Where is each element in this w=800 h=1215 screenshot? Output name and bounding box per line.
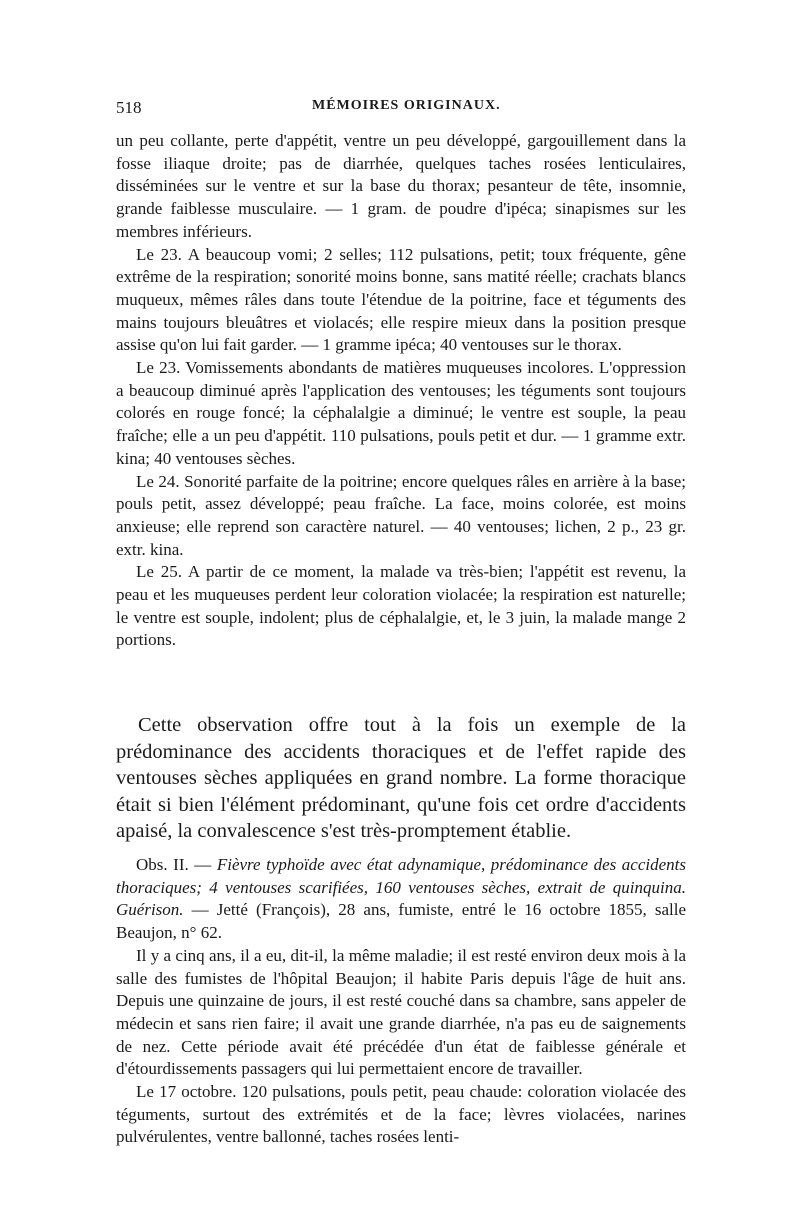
page-header xyxy=(116,98,686,124)
paragraph-le-23-second: Le 23. Vomissements abondants de matières muqueuses incolores. L'oppression a beaucoup diminué après l'application des ventouses; les téguments sont toujours colorés en rouge foncé; la céphalalgie a diminué; le ventre est souple, la peau fraîche; elle a un peu d'appétit. 110 pulsations, pouls petit et dur. — 1 gramme extr. kina; 40 ventouses sèches. xyxy=(116,358,686,468)
commentary-paragraph: Cette observation offre tout à la fois un exemple de la prédominance des accidents thoraciques et de l'effet rapide des ventouses sèches appliquées en grand nombre. La forme thoracique était si bien l'élément prédominant, qu'une fois cet ordre d'accidents apaisé, la convalescence s'est très-promptement établie. xyxy=(116,714,686,842)
observation-paragraph-17-octobre: Le 17 octobre. 120 pulsations, pouls petit, peau chaude: coloration violacée des téguments, surtout des extrémités et de la face; lèvres violacées, narines pulvérulentes, ventre ballonné, taches rosées lenti- xyxy=(116,1082,686,1147)
paragraph-le-23-first: Le 23. A beaucoup vomi; 2 selles; 112 pulsations, petit; toux fréquente, gêne extrême de la respiration; sonorité moins bonne, sans matité réelle; crachats blancs muqueux, mêmes râles dans toute l'étendue de la poitrine, face et téguments des mains toujours bleuâtres et violacés; elle respire mieux dans la position presque assise qu'on lui fait garder. — 1 gramme ipéca; 40 ventouses sur le thorax. xyxy=(116,244,686,355)
observation-paragraph-history: Il y a cinq ans, il a eu, dit-il, la même maladie; il est resté environ deux mois à la salle des fumistes de l'hôpital Beaujon; il habite Paris depuis l'âge de huit ans. Depuis une quinzaine de jours, il est resté couché dans sa chambre, sans appeler de médecin et sans rien faire; il avait une grande diarrhée, n'a pas eu de saignements de nez. Cette période avait été précédée d'un état de faiblesse générale et d'étourdissements passagers qui lui permettaient encore de travailler. xyxy=(116,945,686,1079)
observation-label: Obs. II. — xyxy=(136,855,217,874)
case-notes xyxy=(116,130,686,652)
paragraph-continuation: un peu collante, perte d'appétit, ventre un peu développé, gargouillement dans la fosse iliaque droite; pas de diarrhée, quelques taches rosées lenticulaires, disséminées sur le ventre et sur la base du thorax; pesanteur de tête, insomnie, grande faiblesse musculaire. — 1 gram. de poudre d'ipéca; sinapismes sur les membres inférieurs. xyxy=(116,131,686,241)
page-number: 518 xyxy=(116,98,142,117)
paragraph-le-25: Le 25. A partir de ce moment, la malade va très-bien; l'appétit est revenu, la peau et les muqueuses perdent leur coloration violacée; la respiration est naturelle; le ventre est souple, indolent; plus de céphalalgie, et, le 3 juin, la malade mange 2 portions. xyxy=(116,562,686,650)
observation-heading xyxy=(116,854,686,945)
commentary-block xyxy=(116,712,686,845)
paragraph-le-24: Le 24. Sonorité parfaite de la poitrine; encore quelques râles en arrière à la base; pouls petit, assez développé; peau fraîche. La face, moins colorée, est moins anxieuse; elle reprend son caractère naturel. — 40 ventouses; lichen, 2 p., 23 gr. extr. kina. xyxy=(116,471,686,559)
observation-intro: — Jetté (François), 28 ans, fumiste, entré le 16 octobre 1855, salle Beaujon, n° 62. xyxy=(116,900,686,943)
observation-ii xyxy=(116,854,686,1149)
observation-italic-heading: Fièvre typhoïde avec état adynamique, prédominance des accidents thoraciques; 4 ventouses scarifiées, 160 ventouses sèches, extrait de quinquina. Guérison. xyxy=(116,855,686,920)
running-title: MÉMOIRES ORIGINAUX. xyxy=(312,98,501,113)
